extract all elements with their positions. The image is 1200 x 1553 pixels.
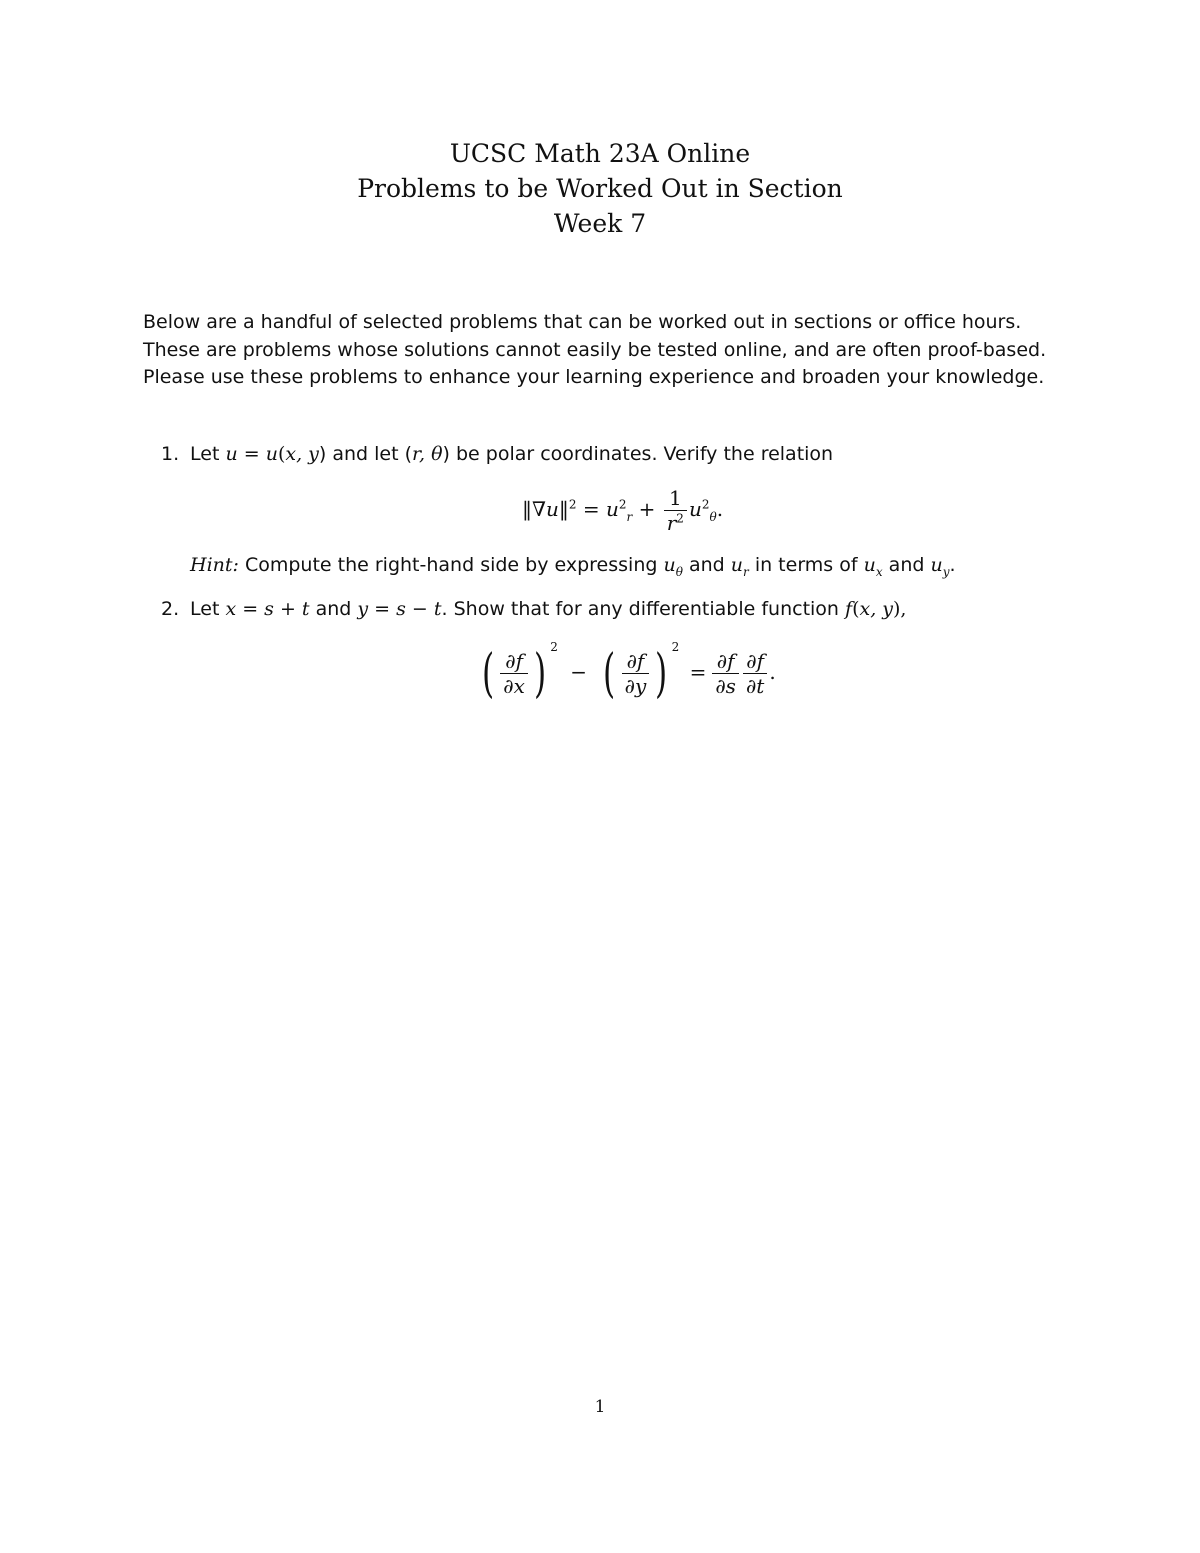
problem-number: 1. <box>161 443 180 465</box>
problem-2-statement: Let x = s + t and y = s − t. Show that for any differentiable function f(x, y), <box>190 598 907 620</box>
intro-paragraph <box>143 309 1063 392</box>
problem-1-equation: ‖∇u‖$^2$ = $u^2_r$ + $\frac{1}{r^2}$ $u^2_\theta$. <box>522 486 724 535</box>
document-subtitle: Problems to be Worked Out in Section <box>357 174 843 203</box>
problem-1-statement: Let u = u(x, y) and let (r, θ) be polar coordinates. Verify the relation <box>190 443 834 465</box>
problem-number: 2. <box>161 598 180 620</box>
fraction: $\frac{\partial f}{\partial s}$ <box>712 649 739 698</box>
fraction: $\frac{1}{r^2}$ <box>664 486 687 535</box>
intro-line: These are problems whose solutions cannot easily be tested online, and are often proof-based. <box>143 338 1047 361</box>
course-title: UCSC Math 23A Online <box>449 139 751 168</box>
document-header <box>0 136 1200 241</box>
intro-line: Please use these problems to enhance your learning experience and broaden your knowledge. <box>143 366 1045 388</box>
fraction: $\frac{\partial f}{\partial x}$ <box>500 649 528 698</box>
fraction: $\frac{\partial f}{\partial t}$ <box>743 649 767 698</box>
fraction: $\frac{\partial f}{\partial y}$ <box>622 649 650 698</box>
problem-2-equation: ( $\frac{\partial f}{\partial x}$ ) $^2$ − ( $\frac{\partial f}{\partial y}$ ) $^2$ = $\frac{\partial f}{\partial s}$ $\frac{\partial f}{\partial t}$ . <box>482 640 776 704</box>
intro-line: Below are a handful of selected problems that can be worked out in sections or office hours. <box>143 311 1022 333</box>
page-number: 1 <box>594 1397 606 1417</box>
problem-1-hint: Hint: Compute the right-hand side by expressing $u_\theta$ and $u_r$ in terms of $u_x$ and $u_y$. <box>190 554 956 579</box>
week-label: Week 7 <box>553 209 647 238</box>
